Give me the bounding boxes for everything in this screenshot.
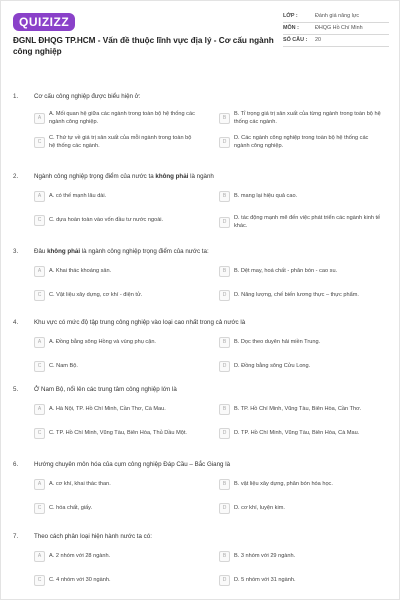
option-text: D. Đồng bằng sông Cửu Long. bbox=[234, 362, 311, 369]
answer-option-c[interactable] bbox=[34, 361, 199, 372]
option-text: D. cơ khí, luyện kim. bbox=[234, 504, 285, 511]
option-text: A. Hà Nội, TP. Hồ Chí Minh, Cần Thơ, Cà Mau. bbox=[49, 405, 166, 412]
option-letter-box[interactable]: B bbox=[219, 479, 230, 490]
answer-option-c[interactable] bbox=[34, 503, 199, 514]
answer-option-b[interactable] bbox=[219, 551, 384, 562]
option-text: D. 5 nhóm với 31 ngành. bbox=[234, 576, 296, 583]
option-text: B. mang lại hiệu quả cao. bbox=[234, 192, 298, 199]
answer-option-b[interactable] bbox=[219, 266, 384, 277]
option-text: B. TP. Hồ Chí Minh, Vũng Tàu, Biên Hòa, Cần Thơ. bbox=[234, 405, 362, 412]
answer-option-b[interactable] bbox=[219, 337, 384, 348]
answer-option-d[interactable] bbox=[219, 361, 384, 372]
page-title: ĐGNL ĐHQG TP.HCM - Vấn đề thuộc lĩnh vực địa lý - Cơ cấu ngành công nghiệp bbox=[13, 36, 274, 56]
question-text bbox=[34, 533, 384, 540]
question-number: 3. bbox=[13, 248, 19, 255]
option-text: C. Vật liệu xây dựng, cơ khí - điện tử. bbox=[49, 291, 143, 298]
option-letter-box[interactable]: A bbox=[34, 191, 45, 202]
question-text-pre: Khu vực có mức độ tập trung công nghiệp vào loại cao nhất trong cả nước là bbox=[34, 319, 246, 326]
answer-option-c[interactable] bbox=[34, 428, 199, 439]
option-text: A. 2 nhóm với 28 ngành. bbox=[49, 552, 111, 559]
option-letter-box[interactable]: B bbox=[219, 113, 230, 124]
option-letter-box[interactable]: D bbox=[219, 361, 230, 372]
question-text-pre: Cơ cấu công nghiệp được biểu hiện ở: bbox=[34, 93, 141, 100]
option-letter-box[interactable]: C bbox=[34, 215, 45, 226]
question-text bbox=[34, 319, 384, 326]
option-letter-box[interactable]: C bbox=[34, 503, 45, 514]
meta-value: 20 bbox=[315, 37, 321, 43]
answer-option-c[interactable] bbox=[34, 290, 199, 301]
option-text: A. cơ khí, khai thác than. bbox=[49, 480, 111, 487]
option-letter-box[interactable]: D bbox=[219, 290, 230, 301]
question-number: 6. bbox=[13, 461, 19, 468]
option-text: C. dựa hoàn toàn vào vốn đầu tư nước ngoài. bbox=[49, 216, 164, 223]
option-letter-box[interactable]: D bbox=[219, 217, 230, 228]
option-letter-box[interactable]: D bbox=[219, 428, 230, 439]
question-number: 5. bbox=[13, 386, 19, 393]
answer-option-d[interactable] bbox=[219, 290, 384, 301]
quizizz-logo: QUIZIZZ bbox=[13, 13, 75, 31]
option-letter-box[interactable]: B bbox=[219, 191, 230, 202]
question-number: 7. bbox=[13, 533, 19, 540]
option-text: B. Dọc theo duyên hải miền Trung. bbox=[234, 338, 321, 345]
meta-table bbox=[283, 11, 389, 47]
question-text-post: là ngành công nghiệp trọng điểm của nước ta: bbox=[80, 248, 209, 255]
option-text: B. Dệt may, hoá chất - phân bón - cao su. bbox=[234, 267, 338, 274]
meta-row-count bbox=[283, 35, 389, 47]
answer-option-b[interactable] bbox=[219, 111, 384, 126]
answer-option-c[interactable] bbox=[34, 575, 199, 586]
option-text: B. Tỉ trọng giá trị sản xuất của từng ngành trong toàn bộ hệ thống các ngành. bbox=[234, 111, 381, 125]
meta-label: SỐ CÂU : bbox=[283, 37, 308, 43]
option-letter-box[interactable]: A bbox=[34, 404, 45, 415]
question-text-pre: Ở Nam Bộ, nổi lên các trung tâm công nghiệp lớn là bbox=[34, 386, 177, 393]
option-letter-box[interactable]: B bbox=[219, 337, 230, 348]
answer-option-d[interactable] bbox=[219, 575, 384, 586]
answer-option-a[interactable] bbox=[34, 111, 199, 126]
option-letter-box[interactable]: C bbox=[34, 428, 45, 439]
option-text: A. có thế mạnh lâu dài. bbox=[49, 192, 107, 199]
option-text: D. TP. Hồ Chí Minh, Vũng Tàu, Biên Hòa, Cà Mau. bbox=[234, 429, 360, 436]
option-text: C. 4 nhóm với 30 ngành. bbox=[49, 576, 111, 583]
option-letter-box[interactable]: D bbox=[219, 575, 230, 586]
option-letter-box[interactable]: D bbox=[219, 137, 230, 148]
option-text: D. Các ngành công nghiệp trong toàn bộ hệ thống các ngành công nghiệp. bbox=[234, 135, 369, 149]
option-text: C. Nam Bộ. bbox=[49, 362, 78, 369]
option-text: C. Thứ tự về giá trị sản xuất của mỗi ngành trong toàn bộ hệ thống các ngành. bbox=[49, 135, 192, 149]
option-letter-box[interactable]: A bbox=[34, 551, 45, 562]
answer-option-a[interactable] bbox=[34, 551, 199, 562]
meta-row-class bbox=[283, 11, 389, 23]
answer-option-d[interactable] bbox=[219, 135, 384, 150]
meta-label: LỚP : bbox=[283, 13, 298, 19]
option-letter-box[interactable]: B bbox=[219, 404, 230, 415]
question-number: 4. bbox=[13, 319, 19, 326]
option-text: D. Năng lượng, chế biến lương thực – thực phẩm. bbox=[234, 291, 359, 298]
answer-option-d[interactable] bbox=[219, 428, 384, 439]
option-text: A. Mối quan hệ giữa các ngành trong toàn bộ hệ thống các ngành công nghiệp. bbox=[49, 111, 195, 125]
option-text: A. Khai thác khoáng sản. bbox=[49, 267, 112, 274]
option-text: C. hóa chất, giấy. bbox=[49, 504, 93, 511]
option-letter-box[interactable]: A bbox=[34, 337, 45, 348]
option-letter-box[interactable]: A bbox=[34, 479, 45, 490]
answer-option-a[interactable] bbox=[34, 404, 199, 415]
question-number: 1. bbox=[13, 93, 19, 100]
option-letter-box[interactable]: D bbox=[219, 503, 230, 514]
meta-value: Đánh giá năng lực bbox=[315, 13, 360, 19]
option-text: A. Đồng bằng sông Hồng và vùng phụ cận. bbox=[49, 338, 156, 345]
answer-option-a[interactable] bbox=[34, 191, 199, 202]
question-text-pre: Đâu bbox=[34, 248, 48, 255]
answer-option-b[interactable] bbox=[219, 479, 384, 490]
answer-option-d[interactable] bbox=[219, 215, 384, 230]
answer-option-a[interactable] bbox=[34, 479, 199, 490]
question-text bbox=[34, 173, 384, 180]
option-text: B. 3 nhóm với 29 ngành. bbox=[234, 552, 296, 559]
question-text-post: là ngành bbox=[188, 173, 214, 180]
question-text bbox=[34, 93, 384, 100]
option-letter-box[interactable]: B bbox=[219, 266, 230, 277]
question-number: 2. bbox=[13, 173, 19, 180]
answer-option-c[interactable] bbox=[34, 135, 199, 150]
meta-row-subject bbox=[283, 23, 389, 35]
question-text-pre: Ngành công nghiệp trọng điểm của nước ta bbox=[34, 173, 156, 180]
option-text: B. vật liệu xây dựng, phân bón hóa học. bbox=[234, 480, 333, 487]
option-text: C. TP. Hồ Chí Minh, Vũng Tàu, Biên Hòa, Thủ Dầu Một. bbox=[49, 429, 187, 436]
meta-value: ĐHQG Hồ Chí Minh bbox=[315, 25, 363, 31]
option-letter-box[interactable]: C bbox=[34, 361, 45, 372]
question-text-bold: không phải bbox=[155, 173, 189, 180]
option-letter-box[interactable]: A bbox=[34, 266, 45, 277]
option-letter-box[interactable]: C bbox=[34, 290, 45, 301]
question-text bbox=[34, 248, 384, 255]
meta-label: MÔN : bbox=[283, 25, 299, 31]
option-letter-box[interactable]: C bbox=[34, 575, 45, 586]
option-letter-box[interactable]: A bbox=[34, 113, 45, 124]
question-text-pre: Hướng chuyên môn hóa của cụm công nghiệp Đáp Cầu – Bắc Giang là bbox=[34, 461, 231, 468]
answer-option-b[interactable] bbox=[219, 404, 384, 415]
option-text: D. tác động mạnh mẽ đến việc phát triển các ngành kinh tế khác. bbox=[234, 215, 381, 229]
answer-option-d[interactable] bbox=[219, 503, 384, 514]
answer-option-a[interactable] bbox=[34, 337, 199, 348]
option-letter-box[interactable]: C bbox=[34, 137, 45, 148]
question-text-pre: Theo cách phân loại hiện hành nước ta có: bbox=[34, 533, 152, 540]
answer-option-b[interactable] bbox=[219, 191, 384, 202]
question-text bbox=[34, 386, 384, 393]
question-text-bold: không phải bbox=[47, 248, 81, 255]
option-letter-box[interactable]: B bbox=[219, 551, 230, 562]
answer-option-a[interactable] bbox=[34, 266, 199, 277]
question-text bbox=[34, 461, 384, 468]
answer-option-c[interactable] bbox=[34, 215, 199, 226]
